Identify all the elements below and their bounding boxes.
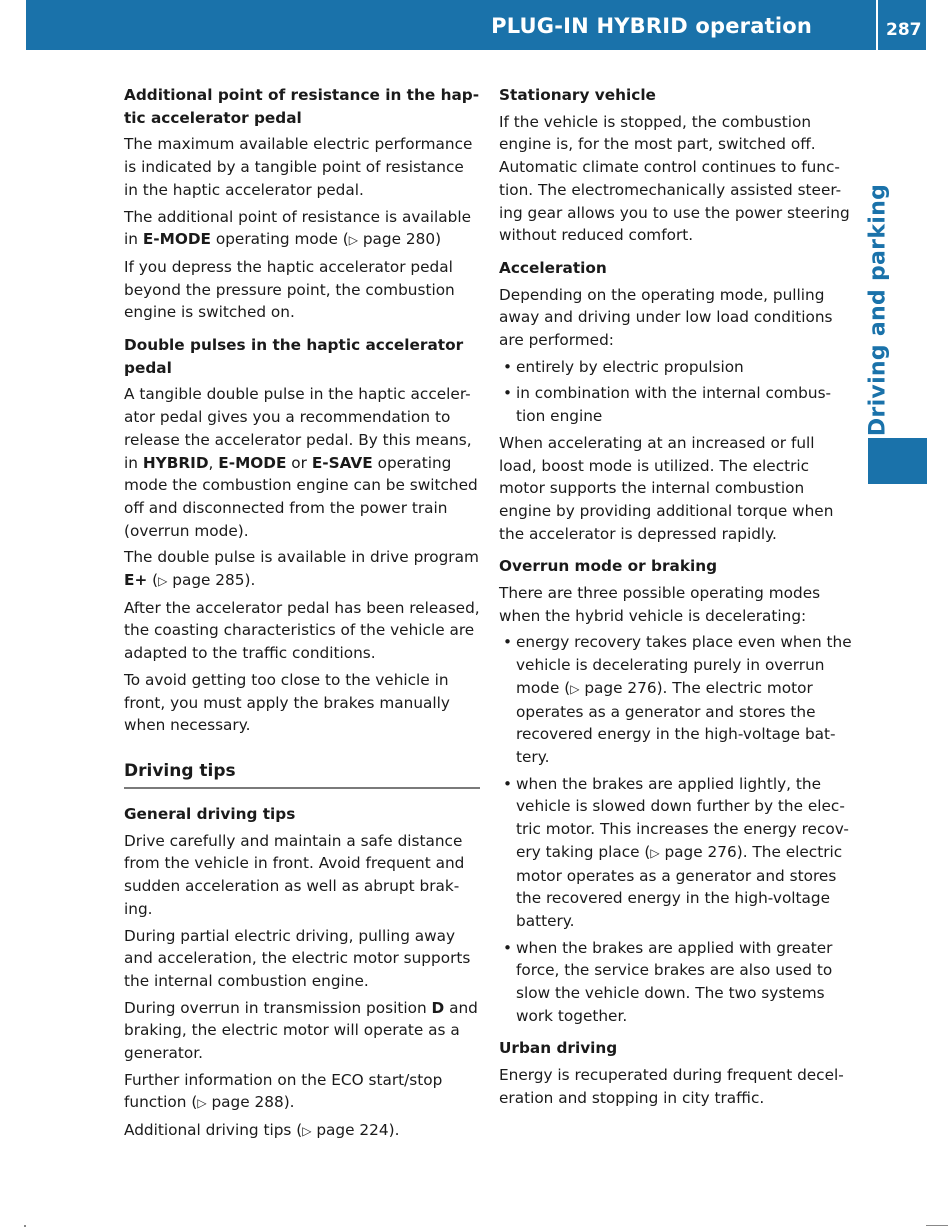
page-reference-link[interactable]: page 276 — [664, 842, 737, 861]
paragraph: If you depress the haptic accelerator pedal beyond the pressure point, the combustion engine is switched on. — [124, 257, 455, 322]
page-reference-link[interactable]: page 224 — [316, 1121, 389, 1140]
paragraph: During overrun in transmission position D and braking, the electric motor will operate as a generator. — [124, 998, 478, 1063]
heading-stationary-vehicle: Stationary vehicle — [499, 86, 656, 104]
heading-overrun-braking: Overrun mode or braking — [499, 557, 718, 576]
page-ref-icon: ▷ — [197, 1096, 207, 1111]
side-tab-marker — [868, 438, 927, 484]
paragraph: The additional point of resistance is available in E-MODE operating mode (▷ page 280) — [124, 207, 472, 249]
paragraph: A tangible double pulse in the haptic acceler-ator pedal gives you a recommendation to release the accelerator pedal. By this means, in HYBRID, E-MODE or E-SAVE operating mode the combustion engine can be switched off and disconnected from the power train (overrun mode). — [124, 385, 478, 540]
crop-mark — [926, 1225, 948, 1226]
list-item: • entirely by electric propulsion — [499, 356, 855, 379]
paragraph: Drive carefully and maintain a safe distance from the vehicle in front. Avoid frequent and sudden acceleration as well as abrupt brak-ing. — [124, 831, 465, 918]
paragraph: The double pulse is available in drive program E+ (▷ page 285). — [124, 548, 479, 590]
bullet-list — [499, 631, 855, 1027]
paragraph: Energy is recuperated during frequent decel-eration and stopping in city traffic. — [499, 1066, 844, 1107]
page-reference-link[interactable]: page 285 — [172, 571, 245, 590]
list-item: • in combination with the internal combus-tion engine — [499, 382, 855, 427]
list-item: • energy recovery takes place even when the vehicle is decelerating purely in overrun mode (▷ page 276). The electric motor operates as a generator and stores the recovered energy in the high-voltage bat-tery. — [499, 631, 855, 768]
page-ref-icon: ▷ — [650, 845, 660, 860]
crop-mark — [24, 1225, 26, 1227]
list-item: • when the brakes are applied with greater force, the service brakes are also used to slow the vehicle down. The two systems work together. — [499, 937, 855, 1028]
right-column — [499, 84, 855, 1114]
heading-urban-driving: Urban driving — [499, 1039, 618, 1058]
header-divider — [876, 0, 878, 50]
paragraph: The maximum available electric performance is indicated by a tangible point of resistance in the haptic accelerator pedal. — [124, 135, 473, 199]
paragraph: Additional driving tips (▷ page 224). — [124, 1121, 400, 1140]
chapter-title: PLUG-IN HYBRID operation — [491, 14, 812, 38]
list-item: • when the brakes are applied lightly, the vehicle is slowed down further by the elec-tric motor. This increases the energy recov-ery taking place (▷ page 276). The electric motor operates as a generator and stores the recovered energy in the high-voltage battery. — [499, 773, 855, 933]
page-ref-icon: ▷ — [158, 574, 168, 589]
page-number: 287 — [886, 20, 922, 40]
paragraph: There are three possible operating modes when the hybrid vehicle is decelerating: — [499, 584, 821, 625]
heading-acceleration: Acceleration — [499, 258, 607, 277]
page-ref-icon: ▷ — [302, 1124, 312, 1139]
page-reference-link[interactable]: page 280 — [362, 230, 436, 249]
heading-double-pulses: Double pulses in the haptic accelerator pedal — [124, 336, 464, 377]
heading-general-driving-tips: General driving tips — [124, 804, 296, 823]
section-heading — [124, 759, 480, 789]
page-ref-icon: ▷ — [570, 681, 580, 696]
paragraph: Further information on the ECO start/stop function (▷ page 288). — [124, 1070, 443, 1112]
paragraph: When accelerating at an increased or full load, boost mode is utilized. The electric motor supports the internal combustion engine by providing additional torque when the accelerator is depressed rapidly. — [499, 433, 834, 543]
bullet-list — [499, 356, 855, 428]
left-column — [124, 84, 480, 1147]
side-tab-label: Driving and parking — [865, 183, 891, 437]
section-title: Driving tips — [124, 760, 236, 781]
header-bar — [26, 0, 926, 50]
heading-additional-resistance: Additional point of resistance in the hap-tic accelerator pedal — [124, 86, 480, 127]
paragraph: Depending on the operating mode, pulling away and driving under low load conditions are performed: — [499, 285, 833, 350]
paragraph: If the vehicle is stopped, the combustion engine is, for the most part, switched off. Automatic climate control continues to func-tion. The electromechanically assisted steer-ing gear allows you to use the power steering without reduced comfort. — [499, 112, 850, 245]
paragraph: To avoid getting too close to the vehicle in front, you must apply the brakes manually when necessary. — [124, 670, 450, 735]
paragraph: During partial electric driving, pulling away and acceleration, the electric motor supports the internal combustion engine. — [124, 926, 471, 990]
page-ref-icon: ▷ — [348, 233, 358, 248]
paragraph: After the accelerator pedal has been released, the coasting characteristics of the vehicle are adapted to the traffic conditions. — [124, 598, 480, 663]
page-reference-link[interactable]: page 288 — [211, 1093, 284, 1112]
page-reference-link[interactable]: page 276 — [584, 678, 657, 697]
